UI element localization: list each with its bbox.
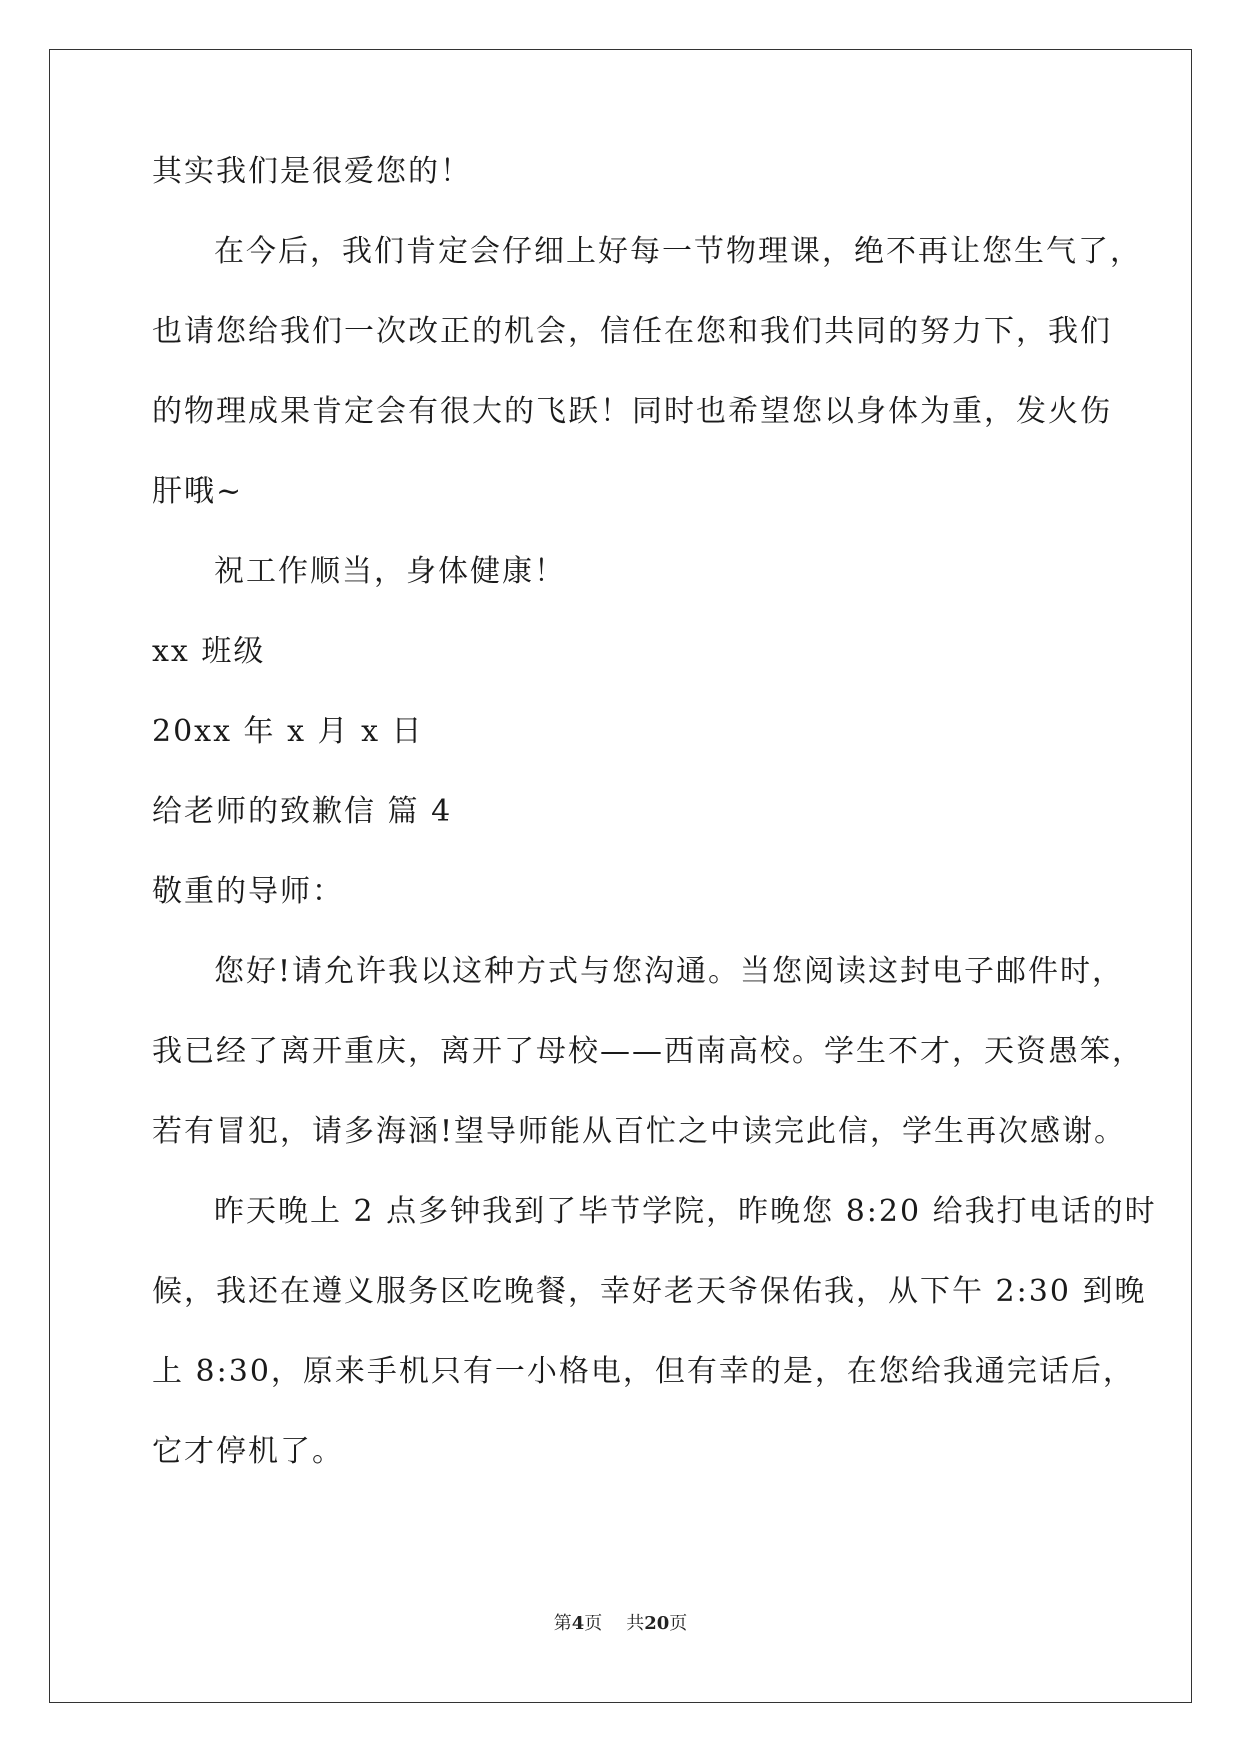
body-line: 若有冒犯，请多海涵!望导师能从百忙之中读完此信，学生再次感谢。: [152, 1114, 1127, 1149]
body-line: 我已经了离开重庆，离开了母校——西南高校。学生不才，天资愚笨，: [152, 1034, 1144, 1069]
page-current: 4: [571, 1613, 585, 1634]
page-prefix: 第: [553, 1613, 572, 1634]
body-line: 其实我们是很爱您的！: [152, 154, 472, 189]
body-line: 上 8:30，原来手机只有一小格电，但有幸的是，在您给我通完话后，: [152, 1354, 1135, 1389]
body-line: 的物理成果肯定会有很大的飞跃！同时也希望您以身体为重，发火伤: [152, 394, 1112, 429]
page-footer: [0, 1612, 1241, 1636]
body-line: 您好!请允许我以这种方式与您沟通。当您阅读这封电子邮件时，: [214, 954, 1125, 989]
page-total: 20: [644, 1613, 670, 1634]
body-line: 也请您给我们一次改正的机会，信任在您和我们共同的努力下，我们: [152, 314, 1112, 349]
salutation: 敬重的导师：: [152, 874, 344, 909]
section-title: 给老师的致歉信 篇 4: [152, 794, 453, 829]
body-line: 在今后，我们肯定会仔细上好每一节物理课，绝不再让您生气了，: [214, 234, 1142, 269]
total-prefix: 共: [626, 1613, 645, 1634]
body-line: 候，我还在遵义服务区吃晚餐，幸好老天爷保佑我，从下午 2:30 到晚: [152, 1274, 1147, 1309]
body-line: 昨天晚上 2 点多钟我到了毕节学院，昨晚您 8:20 给我打电话的时: [214, 1194, 1157, 1229]
page-suffix: 页: [584, 1613, 603, 1634]
closing-wish: 祝工作顺当，身体健康！: [214, 554, 566, 589]
body-line: 肝哦~: [152, 474, 244, 509]
signature-class: xx 班级: [152, 634, 266, 669]
body-line: 它才停机了。: [152, 1434, 344, 1469]
signature-date: 20xx 年 x 月 x 日: [152, 714, 424, 749]
total-suffix: 页: [669, 1613, 688, 1634]
